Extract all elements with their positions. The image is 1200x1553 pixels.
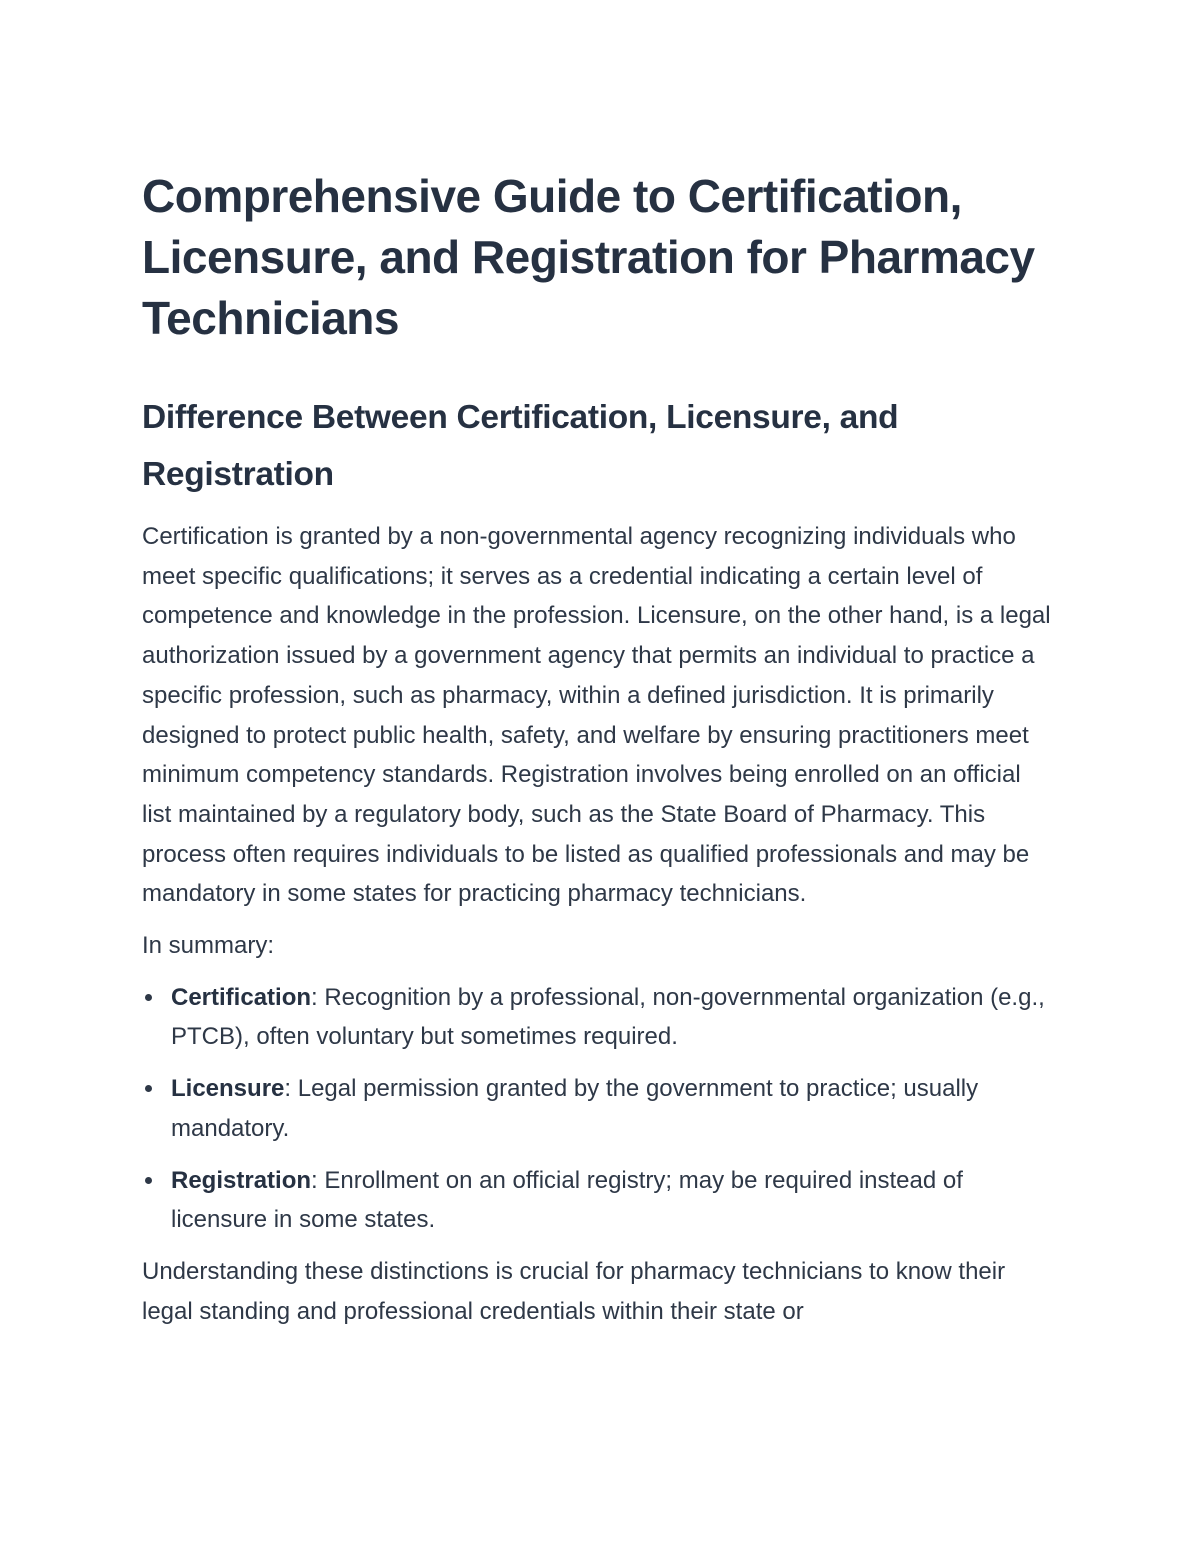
closing-paragraph: Understanding these distinctions is crucial for pharmacy technicians to know their legal standing and professional credentials within their state or [142,1257,1006,1325]
term-label: Licensure [171,1075,285,1103]
term-label: Certification [171,983,312,1011]
summary-list [142,978,1054,1240]
list-item [142,1161,1054,1240]
document-title: Comprehensive Guide to Certification, Licensure, and Registration for Pharmacy Technicians [142,170,1035,344]
term-description: : Enrollment on an official registry; may be required instead of licensure in some states. [171,1166,963,1234]
list-item [142,978,1054,1057]
document-page [142,166,1054,1331]
section-heading: Difference Between Certification, Licensure, and Registration [142,399,899,493]
term-label: Registration [171,1166,312,1194]
bullet-icon [145,1177,152,1184]
intro-paragraph: Certification is granted by a non-governmental agency recognizing individuals who meet specific qualifications; it serves as a credential indicating a certain level of competence and knowledge in the profession. Licensure, on the other hand, is a legal authorization issued by a government agency that permits an individual to practice a specific profession, such as pharmacy, within a defined jurisdiction. It is primarily designed to protect public health, safety, and welfare by ensuring practitioners meet minimum competency standards. Registration involves being enrolled on an official list maintained by a regulatory body, such as the State Board of Pharmacy. This process often requires individuals to be listed as qualified professionals and may be mandatory in some states for practicing pharmacy technicians. [142,523,1051,908]
bullet-icon [145,1085,152,1092]
term-description: : Legal permission granted by the government to practice; usually mandatory. [171,1075,979,1142]
term-description: : Recognition by a professional, non-governmental organization (e.g., PTCB), often voluntary but sometimes required. [171,983,1045,1051]
bullet-icon [145,994,152,1001]
list-item [142,1069,1054,1148]
summary-label: In summary: [142,932,275,960]
